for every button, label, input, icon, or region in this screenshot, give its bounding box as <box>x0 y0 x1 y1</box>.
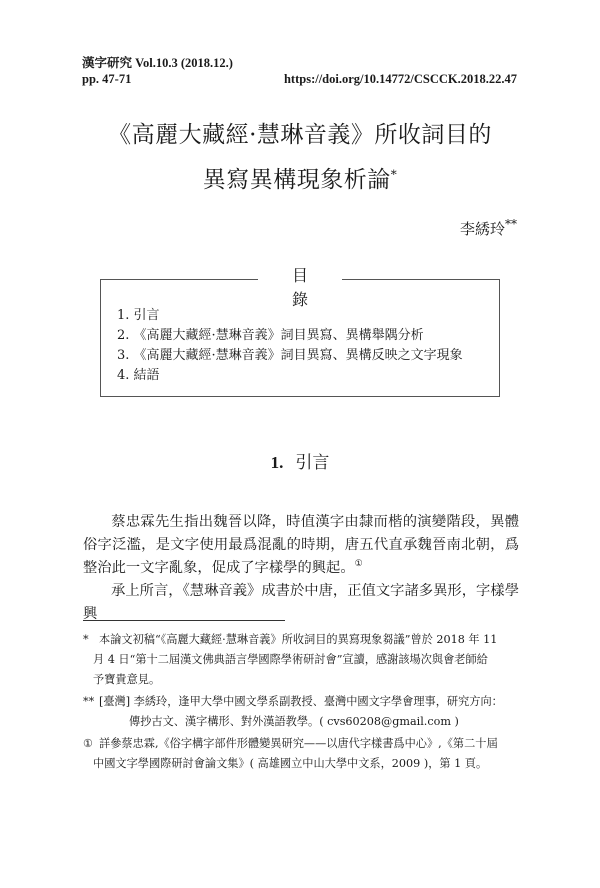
section-title: 引言 <box>295 453 330 473</box>
footnote-mark: * <box>83 633 89 646</box>
paper-title-text: 異寫異構現象析論 <box>202 167 391 193</box>
toc-item[interactable]: 2. 《高麗大藏經·慧琳音義》詞目異寫、異構舉隅分析 <box>117 328 424 343</box>
footnote-mark: ① <box>83 737 94 750</box>
section-number: 1. <box>270 453 284 472</box>
toc-item[interactable]: 1. 引言 <box>117 308 160 323</box>
footnote-1 <box>83 630 520 690</box>
footnote-text: 本論文初稿“《高麗大藏經·慧琳音義》所收詞目的異寫現象芻議”曾於 2018 年 11 <box>99 633 498 646</box>
paper-title-line1: 《高麗大藏經·慧琳音義》所收詞目的 <box>108 122 492 148</box>
author-footnote-mark: ** <box>505 217 517 231</box>
author-name: 李綉玲 <box>459 220 505 238</box>
section-heading <box>0 452 600 474</box>
footnote-mark: ** <box>83 695 95 708</box>
footnote-line <box>83 630 520 650</box>
paper-title-line2 <box>0 166 600 194</box>
footnote-line <box>83 734 520 754</box>
toc-heading: 目 錄 <box>258 264 342 312</box>
author <box>459 217 517 238</box>
toc-item[interactable]: 4. 結語 <box>117 368 160 383</box>
footnote-text: [臺灣] 李綉玲，逢甲大學中國文學系副教授、臺灣中國文字學會理事，研究方向： <box>99 695 503 708</box>
paragraph-text: 承上所言，《慧琳音義》成書於中唐，正值文字諸多異形，字樣學興 <box>83 583 519 622</box>
footnote-line: 予寶貴意見。 <box>93 673 161 686</box>
footnote-ref[interactable]: ① <box>354 559 363 570</box>
paragraph-text: 蔡忠霖先生指出魏晉以降，時值漢字由隸而楷的演變階段，異體俗字泛濫，是文字使用最爲混亂的時期，唐五代直承魏晉南北朝，爲整治此一文字亂象，促成了字樣學的興起。 <box>83 514 519 576</box>
footnote-2 <box>83 692 520 732</box>
toc-list <box>117 306 463 386</box>
page-range: pp. 47-71 <box>82 72 132 86</box>
journal-name: 漢字研究 Vol.10.3 (2018.12.) <box>82 56 233 70</box>
footnote-line <box>83 692 520 712</box>
footnote-line: 中國文字學國際研討會論文集》( 高雄國立中山大學中文系，2009 )，第 1 頁。 <box>93 757 488 770</box>
title-footnote-mark: * <box>390 167 398 182</box>
footnote-divider <box>83 620 285 621</box>
footnote-line: 傳抄古文、漢字構形、對外漢語教學。( cvs60208@gmail.com ) <box>129 715 459 728</box>
footnote-line: 月 4 日“第十二屆漢文佛典語言學國際學術研討會”宣讀，感謝該場次與會老師給 <box>93 653 488 666</box>
footnote-text: 詳參蔡忠霖,《俗字構字部件形體變異研究——以唐代字樣書爲中心》,《第二十屆 <box>99 737 498 750</box>
toc-item[interactable]: 3. 《高麗大藏經·慧琳音義》詞目異寫、異構反映之文字現象 <box>117 348 463 363</box>
doi-link[interactable]: https://doi.org/10.14772/CSCCK.2018.22.47 <box>283 72 517 86</box>
footnote-3 <box>83 734 520 774</box>
body-paragraph <box>83 511 519 580</box>
